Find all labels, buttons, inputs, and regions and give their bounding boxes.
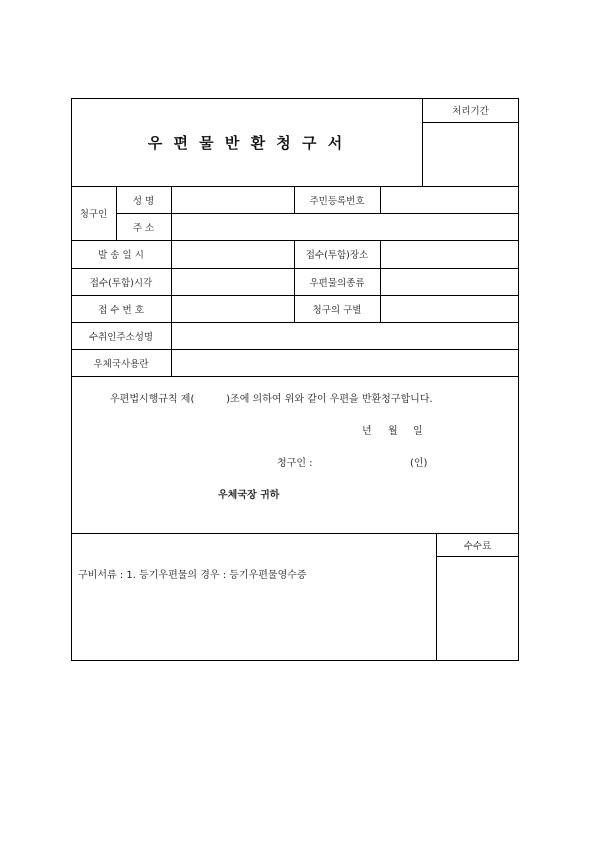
resident-number-value-cell: [381, 187, 519, 213]
date-day-label: 일: [413, 426, 423, 437]
required-documents: 구비서류 : 1. 등기우편물의 경우 : 등기우편물영수증: [78, 570, 307, 581]
fee-value-cell: [437, 557, 519, 661]
claimant-sign-label: 청구인 :: [277, 458, 313, 469]
form-title: 우 편 물 반 환 청 구 서: [147, 133, 346, 152]
addressee: 우체국장 귀하: [218, 490, 280, 501]
name-value-cell: [172, 187, 294, 213]
item-type-label: 우편물의종류: [309, 277, 365, 289]
send-datetime-label: 발 송 일 시: [98, 250, 144, 261]
recipient-value-cell: [172, 323, 519, 349]
request-statement: 우편법시행규칙 제( )조에 의하여 위와 같이 우편을 반환청구합니다.: [110, 394, 433, 405]
resident-number-label: 주민등록번호: [309, 195, 365, 207]
receipt-number-value-cell: [172, 296, 294, 322]
claim-type-label: 청구의 구별: [312, 304, 362, 316]
seal-label: (인): [410, 458, 428, 469]
date-month-label: 월: [388, 426, 398, 437]
receipt-number-label: 접 수 번 호: [98, 304, 144, 316]
name-label: 성 명: [132, 195, 155, 207]
post-office-use-value-cell: [172, 350, 519, 376]
processing-period-value-cell: [423, 123, 519, 186]
fee-label: 수수료: [463, 540, 492, 552]
claim-type-value-cell: [381, 296, 519, 322]
recipient-label: 수취인주소성명: [88, 331, 154, 343]
processing-period-label: 처리기간: [452, 106, 489, 117]
send-datetime-value-cell: [172, 241, 294, 268]
item-type-value-cell: [381, 269, 519, 295]
table-rule: [71, 376, 519, 377]
receipt-place-label: 접수(투함)장소: [305, 250, 369, 261]
date-year-label: 년: [362, 426, 372, 437]
receipt-time-value-cell: [172, 269, 294, 295]
address-value-cell: [172, 214, 519, 240]
claimant-label: 청구인: [79, 209, 108, 220]
receipt-place-value-cell: [381, 241, 519, 268]
post-office-use-label: 우체국사용란: [93, 358, 149, 370]
receipt-time-label: 접수(투함)시각: [89, 277, 153, 289]
address-label: 주 소: [132, 222, 155, 234]
